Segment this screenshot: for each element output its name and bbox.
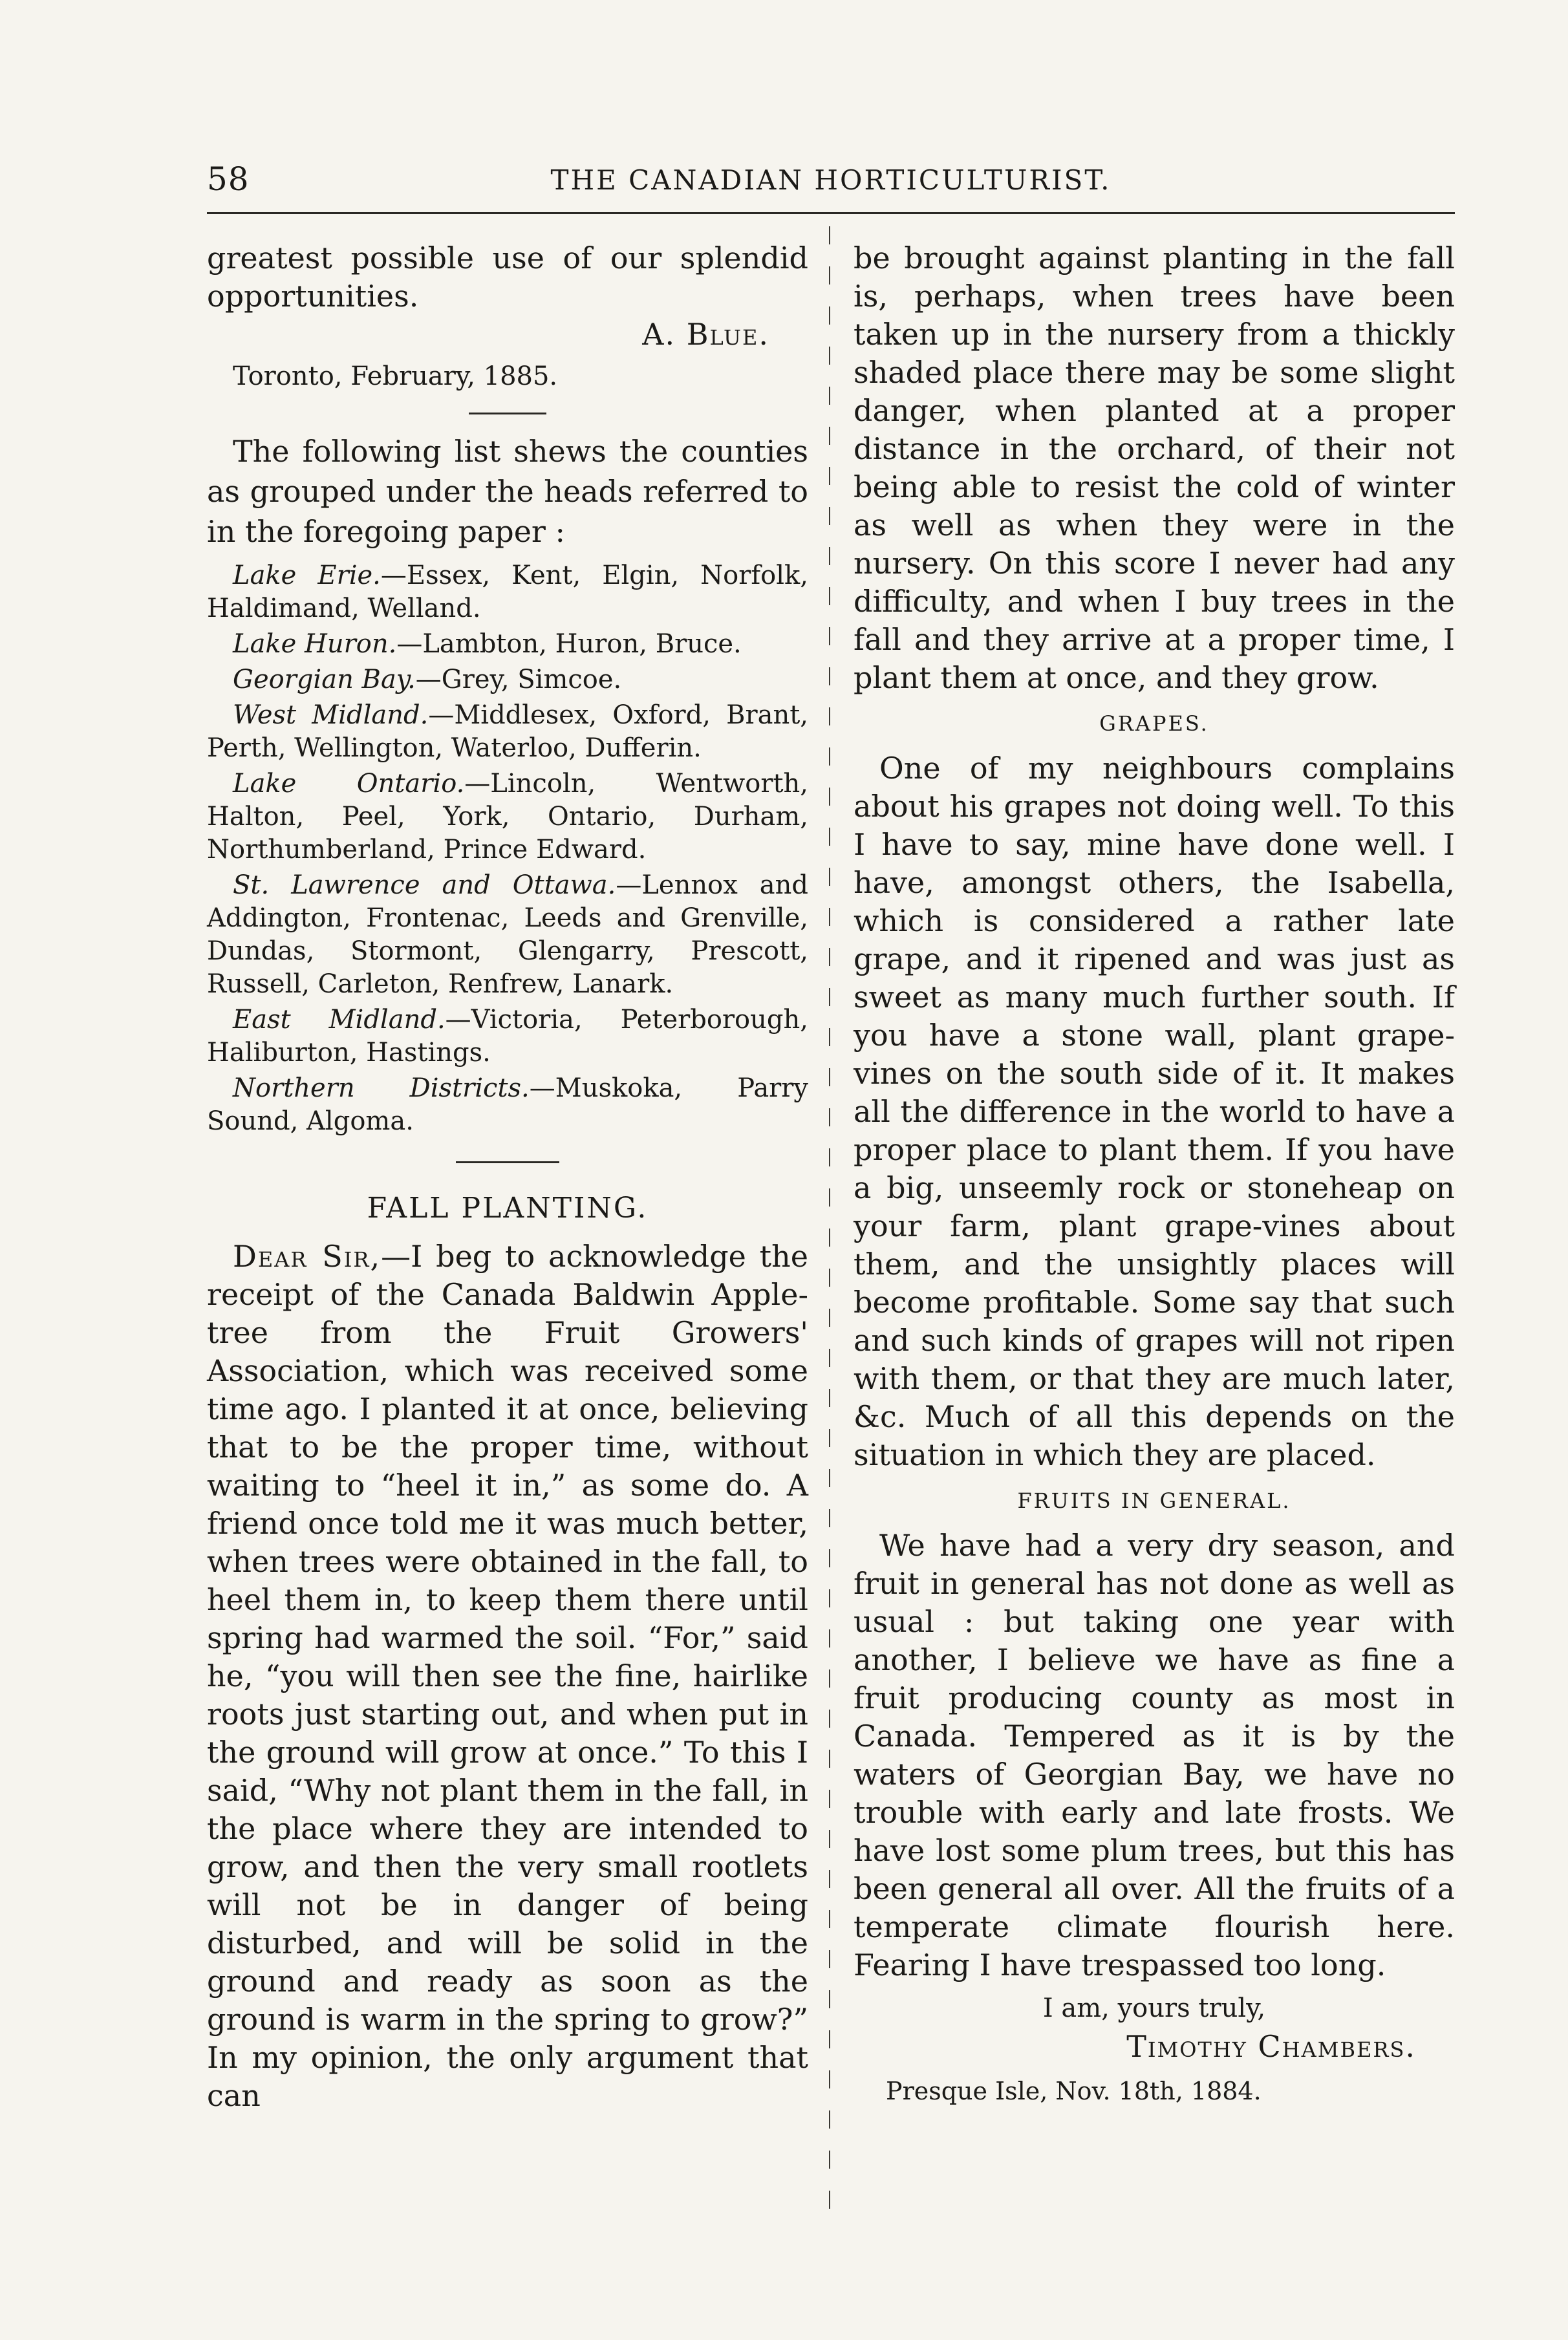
county-list [207,559,808,1138]
letter-text: —I beg to acknowledge the receipt of the Canada Baldwin Apple-tree from the Fruit Growers' Association, which was received some time ago. I planted it at once, believing that to be the proper time, without waiting to “heel it in,” as some do. A friend once told me it was much better, when trees were obtained in the fall, to heel them in, to keep them there until spring had warmed the soil. “For,” said he, “you will then see the fine, hairlike roots just starting out, and when put in the ground will grow at once.” To this I said, “Why not plant them in the fall, in the place where they are intended to grow, and then the very small rootlets will not be in danger of being disturbed, and will be solid in the ground and ready as soon as the ground is warm in the spring to grow?” In my opinion, the only argument that can [207,1239,809,2113]
grapes-body: One of my neighbours complains about his grapes not doing well. To this I have to say, mine have done well. I have, amongst others, the Isabella, which is considered a rather late grape, and it ripened and was just as sweet as many much further south. If you have a stone wall, plant grape-vines on the south side of it. It makes all the difference in the world to have a proper place to plant them. If you have a big, unseemly rock or stoneheap on your farm, plant grape-vines about them, and the unsightly places will become profitable. Some say that such and such kinds of grapes will not ripen with them, or that they are much later, &c. Much of all this depends on the situation in which they are placed. [854,751,1455,1472]
fruits-heading: FRUITS IN GENERAL. [1017,1488,1291,1513]
intro-paragraph: greatest possible use of our splendid opportunities. [207,241,808,314]
page-number: 58 [207,160,250,198]
list-item [207,1004,808,1069]
list-item [207,663,808,696]
county-text: —Muskoka, Parry Sound, Algoma. [207,1073,809,1136]
left-column [207,239,808,2115]
county-head: Lake Huron. [233,629,397,659]
closing-line: I am, yours truly, [1042,1993,1266,2023]
grapes-heading: GRAPES. [1099,711,1209,736]
county-text: —Grey, Simcoe. [415,665,622,694]
list-item [207,559,808,625]
fruits-body: We have had a very dry season, and fruit in general has not done as well as usual : but taking one year with another, I believe we have as fine a fruit producing county as most in Canada. Tempered as it is by the waters of Georgian Bay, we have no trouble with early and late frosts. We have lost some plum trees, but this has been general all over. All the fruits of a temperate climate flourish here. Fearing I have trespassed too long. [854,1528,1455,1982]
county-head: St. Lawrence and Ottawa. [233,870,616,900]
county-head: East Midland. [233,1005,446,1035]
letter-signature: Timothy Chambers. [1126,2029,1416,2064]
fall-planting-heading: FALL PLANTING. [367,1192,649,1225]
page [207,155,1455,2250]
running-title: THE CANADIAN HORTICULTURIST. [550,164,1112,196]
county-text: —Essex, Kent, Elgin, Norfolk, Haldimand, Welland. [207,561,808,623]
right-column [854,239,1455,2110]
fall-planting-body [207,1238,808,2115]
place-date: Presque Isle, Nov. 18th, 1884. [886,2077,1262,2105]
county-text: —Lambton, Huron, Bruce. [396,629,742,659]
county-head: West Midland. [233,700,429,730]
section-rule [456,1161,559,1163]
list-intro: The following list shews the counties as grouped under the heads referred to in the foregoing paper : [207,434,808,549]
dateline: Toronto, February, 1885. [233,361,558,391]
county-text: —Victoria, Peterborough, Haliburton, Hastings. [207,1005,808,1068]
column-divider [829,226,830,2231]
county-text: —Lincoln, Wentworth, Halton, Peel, York, Ontario, Durham, Northumberland, Prince Edward. [207,769,808,864]
list-item [207,628,808,661]
county-head: Northern Districts. [233,1073,530,1103]
county-head: Lake Ontario. [233,769,465,799]
list-item [207,1072,808,1138]
county-text: —Middlesex, Oxford, Brant, Perth, Wellington, Waterloo, Dufferin. [207,700,809,763]
county-head: Georgian Bay. [233,665,416,694]
section-rule [469,413,546,414]
list-item [207,869,808,1001]
author-signature: A. Blue. [642,317,769,352]
county-text: —Lennox and Addington, Frontenac, Leeds and Grenville, Dundas, Stormont, Glengarry, Prescott, Russell, Carleton, Renfrew, Lanark. [207,870,808,999]
salutation: Dear Sir, [233,1239,381,1274]
continued-paragraph: be brought against planting in the fall is, perhaps, when trees have been taken up in the nursery from a thickly shaded place there may be some slight danger, when planted at a proper distance in the orchard, of their not being able to resist the cold of winter as well as when they were in the nursery. On this score I never had any difficulty, and when I buy trees in the fall and they arrive at a proper time, I plant them at once, and they grow. [854,241,1455,695]
page-header [207,155,1455,207]
list-item [207,699,808,765]
header-rule [207,212,1455,214]
list-item [207,767,808,866]
county-head: Lake Erie. [233,561,381,590]
